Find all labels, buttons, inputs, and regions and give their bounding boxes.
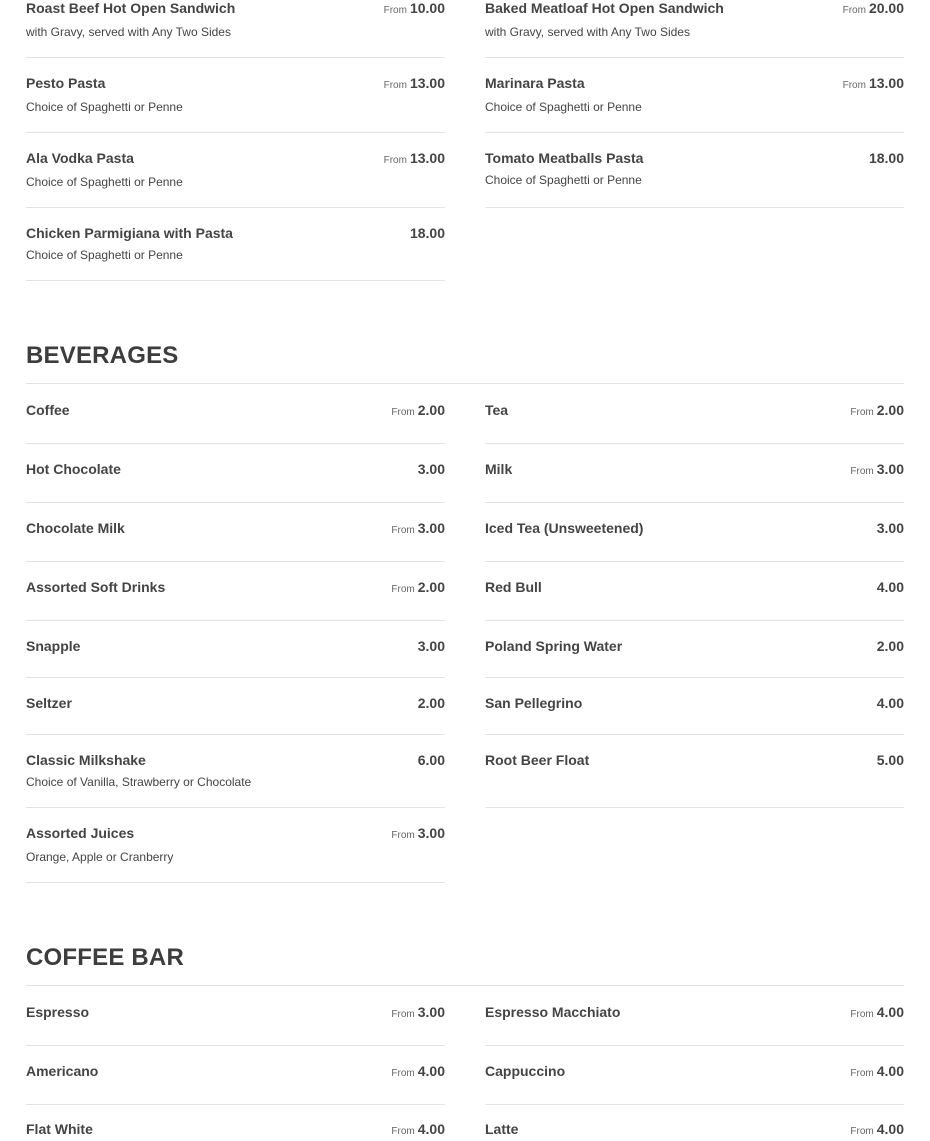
from-label: From bbox=[391, 1068, 415, 1079]
item-price: 4.00 bbox=[876, 579, 904, 595]
item-price: From 13.00 bbox=[383, 150, 445, 166]
item-description: Choice of Spaghetti or Penne bbox=[485, 100, 642, 114]
item-price: From 3.00 bbox=[850, 461, 904, 477]
menu-item-cappuccino[interactable] bbox=[485, 1063, 904, 1105]
item-description: Choice of Spaghetti or Penne bbox=[485, 173, 642, 187]
item-name: Marinara Pasta bbox=[485, 75, 585, 91]
section-divider bbox=[26, 985, 904, 986]
menu-item-root-beer-float[interactable] bbox=[485, 752, 904, 808]
menu-item-chicken-parmigiana-with-pasta[interactable] bbox=[26, 225, 445, 281]
item-name: Milk bbox=[485, 461, 513, 477]
item-price: 6.00 bbox=[417, 752, 445, 768]
from-label: From bbox=[383, 155, 407, 166]
menu-item-iced-tea-unsweetened[interactable] bbox=[485, 520, 904, 562]
item-name: Chocolate Milk bbox=[26, 520, 125, 536]
menu-item-roast-beef-hot-open-sandwich[interactable] bbox=[26, 0, 445, 58]
item-description: Choice of Spaghetti or Penne bbox=[26, 175, 183, 189]
menu-item-tea[interactable] bbox=[485, 402, 904, 444]
item-name: Baked Meatloaf Hot Open Sandwich bbox=[485, 0, 724, 16]
from-label: From bbox=[850, 1126, 874, 1137]
menu-item-classic-milkshake[interactable] bbox=[26, 752, 445, 808]
from-label: From bbox=[391, 830, 415, 841]
item-description: Orange, Apple or Cranberry bbox=[26, 850, 174, 864]
from-label: From bbox=[391, 407, 415, 418]
item-price: From 4.00 bbox=[850, 1004, 904, 1020]
from-label: From bbox=[850, 1068, 874, 1079]
item-name: Assorted Soft Drinks bbox=[26, 579, 166, 595]
item-price: 2.00 bbox=[876, 638, 904, 654]
menu-item-ala-vodka-pasta[interactable] bbox=[26, 150, 445, 208]
from-label: From bbox=[383, 5, 407, 16]
item-name: Root Beer Float bbox=[485, 752, 590, 768]
section-title-coffee-bar: COFFEE BAR bbox=[26, 944, 184, 971]
from-label: From bbox=[391, 584, 415, 595]
item-name: Assorted Juices bbox=[26, 825, 135, 841]
menu-item-assorted-juices[interactable] bbox=[26, 825, 445, 883]
item-name: San Pellegrino bbox=[485, 695, 583, 711]
item-price: From 4.00 bbox=[850, 1121, 904, 1137]
item-name: Pesto Pasta bbox=[26, 75, 106, 91]
item-price: From 20.00 bbox=[842, 0, 904, 16]
item-description: Choice of Spaghetti or Penne bbox=[26, 248, 183, 262]
menu-item-san-pellegrino[interactable] bbox=[485, 695, 904, 735]
item-name: Espresso Macchiato bbox=[485, 1004, 621, 1020]
from-label: From bbox=[391, 1009, 415, 1020]
item-price: From 3.00 bbox=[391, 1004, 445, 1020]
item-price: From 2.00 bbox=[391, 402, 445, 418]
item-price: From 4.00 bbox=[391, 1121, 445, 1137]
item-name: Americano bbox=[26, 1063, 99, 1079]
item-name: Flat White bbox=[26, 1121, 93, 1137]
from-label: From bbox=[391, 525, 415, 536]
section-divider bbox=[26, 383, 904, 384]
item-name: Espresso bbox=[26, 1004, 90, 1020]
item-name: Chicken Parmigiana with Pasta bbox=[26, 225, 233, 241]
from-label: From bbox=[842, 5, 866, 16]
item-price: 18.00 bbox=[409, 225, 445, 241]
item-name: Coffee bbox=[26, 402, 70, 418]
item-price: 18.00 bbox=[868, 150, 904, 166]
item-price: From 13.00 bbox=[842, 75, 904, 91]
menu-item-baked-meatloaf-hot-open-sandwich[interactable] bbox=[485, 0, 904, 58]
item-description: Choice of Vanilla, Strawberry or Chocolate bbox=[26, 775, 252, 789]
item-description: with Gravy, served with Any Two Sides bbox=[26, 25, 231, 39]
from-label: From bbox=[383, 80, 407, 91]
menu-item-latte[interactable] bbox=[485, 1121, 904, 1141]
menu-item-red-bull[interactable] bbox=[485, 579, 904, 621]
item-name: Tea bbox=[485, 402, 509, 418]
item-price: From 10.00 bbox=[383, 0, 445, 16]
item-name: Roast Beef Hot Open Sandwich bbox=[26, 0, 236, 16]
menu-item-flat-white[interactable] bbox=[26, 1121, 445, 1141]
item-price: From 2.00 bbox=[850, 402, 904, 418]
menu-item-tomato-meatballs-pasta[interactable] bbox=[485, 150, 904, 208]
menu-item-espresso[interactable] bbox=[26, 1004, 445, 1046]
item-price: From 2.00 bbox=[391, 579, 445, 595]
item-price: 3.00 bbox=[417, 638, 445, 654]
menu-item-coffee[interactable] bbox=[26, 402, 445, 444]
item-name: Latte bbox=[485, 1121, 519, 1137]
from-label: From bbox=[391, 1126, 415, 1137]
menu-item-hot-chocolate[interactable] bbox=[26, 461, 445, 503]
from-label: From bbox=[850, 1009, 874, 1020]
item-description: with Gravy, served with Any Two Sides bbox=[485, 25, 690, 39]
menu-item-poland-spring-water[interactable] bbox=[485, 638, 904, 678]
item-name: Hot Chocolate bbox=[26, 461, 121, 477]
menu-item-chocolate-milk[interactable] bbox=[26, 520, 445, 562]
from-label: From bbox=[842, 80, 866, 91]
item-price: 2.00 bbox=[417, 695, 445, 711]
item-price: From 3.00 bbox=[391, 825, 445, 841]
item-price: 3.00 bbox=[417, 461, 445, 477]
item-price: 4.00 bbox=[876, 695, 904, 711]
section-title-beverages: BEVERAGES bbox=[26, 342, 179, 369]
item-name: Red Bull bbox=[485, 579, 542, 595]
menu-item-americano[interactable] bbox=[26, 1063, 445, 1105]
item-name: Snapple bbox=[26, 638, 81, 654]
from-label: From bbox=[850, 407, 874, 418]
menu-item-seltzer[interactable] bbox=[26, 695, 445, 735]
from-label: From bbox=[850, 466, 874, 477]
item-name: Poland Spring Water bbox=[485, 638, 623, 654]
item-name: Ala Vodka Pasta bbox=[26, 150, 134, 166]
menu-item-pesto-pasta[interactable] bbox=[26, 75, 445, 133]
item-price: 5.00 bbox=[876, 752, 904, 768]
menu-item-milk[interactable] bbox=[485, 461, 904, 503]
item-name: Cappuccino bbox=[485, 1063, 566, 1079]
item-name: Classic Milkshake bbox=[26, 752, 146, 768]
menu-item-espresso-macchiato[interactable] bbox=[485, 1004, 904, 1046]
item-name: Seltzer bbox=[26, 695, 72, 711]
item-description: Choice of Spaghetti or Penne bbox=[26, 100, 183, 114]
item-price: From 13.00 bbox=[383, 75, 445, 91]
item-price: From 4.00 bbox=[391, 1063, 445, 1079]
item-price: From 4.00 bbox=[850, 1063, 904, 1079]
item-price: 3.00 bbox=[876, 520, 904, 536]
menu-item-marinara-pasta[interactable] bbox=[485, 75, 904, 133]
menu-item-assorted-soft-drinks[interactable] bbox=[26, 579, 445, 621]
item-name: Iced Tea (Unsweetened) bbox=[485, 520, 644, 536]
menu-item-snapple[interactable] bbox=[26, 638, 445, 678]
item-price: From 3.00 bbox=[391, 520, 445, 536]
item-name: Tomato Meatballs Pasta bbox=[485, 150, 644, 166]
